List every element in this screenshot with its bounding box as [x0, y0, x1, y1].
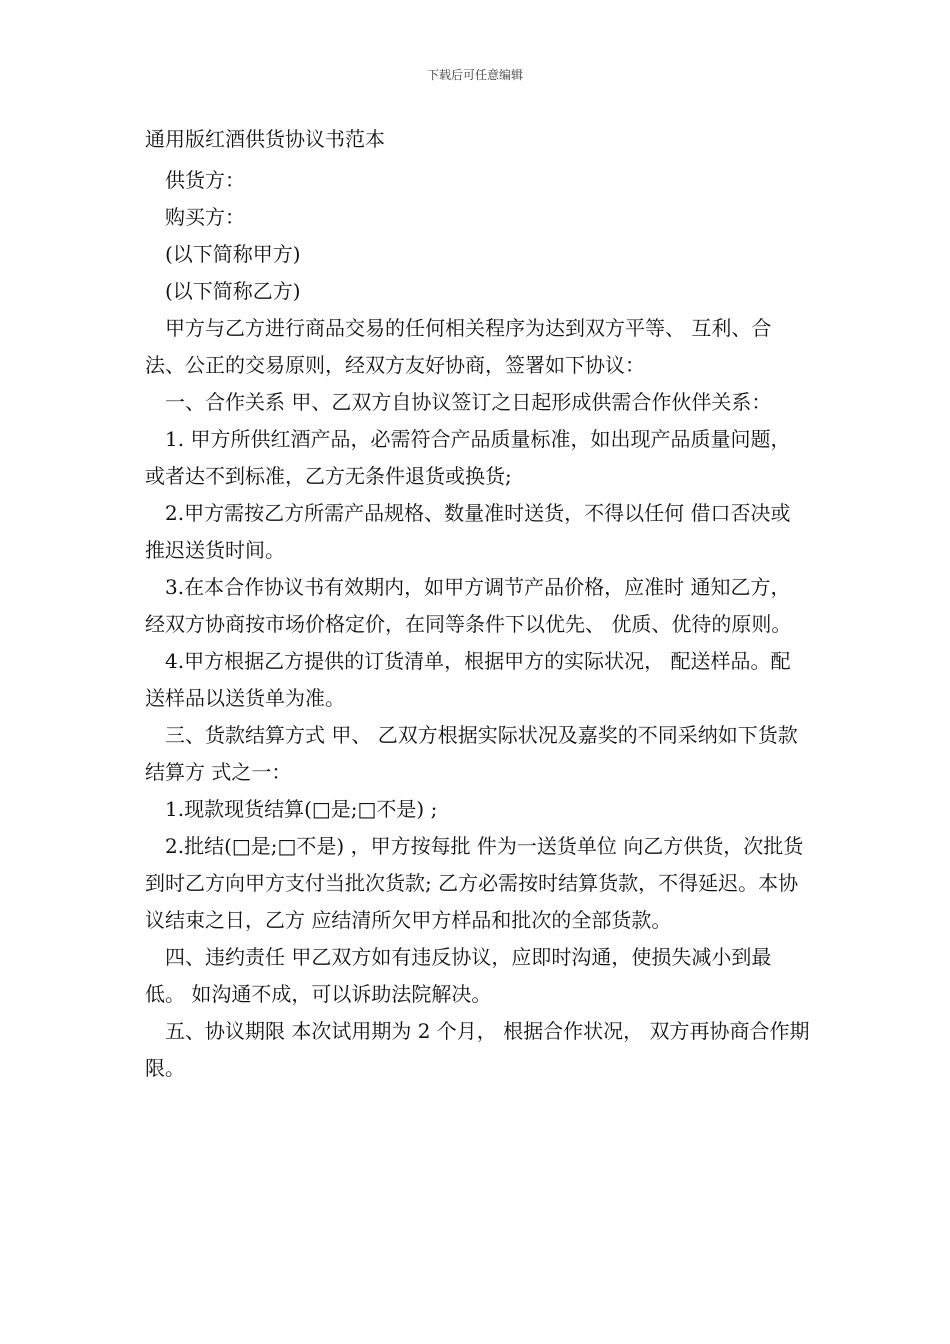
paragraph-supplier: 供货方： — [165, 168, 245, 192]
paragraph-party-a-note: (以下简称甲方) — [165, 242, 301, 266]
document-body — [145, 124, 810, 1087]
paragraph-buyer: 购买方： — [165, 205, 245, 229]
paragraph-clause-4: 4.甲方根据乙方提供的订货清单，根据甲方的实际状况， 配送样品。配送样品以送货单为准。 — [145, 649, 791, 710]
paragraph-section-1: 一、合作关系 甲、乙双方自协议签订之日起形成供需合作伙伴关系： — [165, 390, 772, 414]
paragraph-clause-2: 2.甲方需按乙方所需产品规格、数量准时送货，不得以任何 借口否决或推迟送货时间。 — [145, 501, 791, 562]
paragraph-payment-option-1: 1.现款现货结算(□是;□不是) ; — [165, 797, 438, 821]
paragraph-intro: 甲方与乙方进行商品交易的任何相关程序为达到双方平等、 互利、合法、公正的交易原则，经双方友好协商，签署如下协议： — [145, 316, 772, 377]
paragraph-section-3: 三、货款结算方式 甲、 乙双方根据实际状况及嘉奖的不同采纳如下货款结算方 式之一： — [145, 723, 798, 784]
paragraph-party-b-note: (以下简称乙方) — [165, 279, 301, 303]
paragraph-section-4: 四、违约责任 甲乙双方如有违反协议，应即时沟通，使损失减小到最低。 如沟通不成，可以诉助法院解决。 — [145, 945, 772, 1006]
document-title: 通用版红酒供货协议书范本 — [145, 127, 385, 151]
header-note: 下载后可任意编辑 — [426, 68, 523, 82]
paragraph-clause-3: 3.在本合作协议书有效期内，如甲方调节产品价格，应准时 通知乙方，经双方协商按市场价格定价，在同等条件下以优先、 优质、优待的原则。 — [145, 575, 792, 636]
paragraph-payment-option-2: 2.批结(□是;□不是) ，甲方按每批 件为一送货单位 向乙方供货，次批货到时乙方向甲方支付当批次货款; 乙方必需按时结算货款，不得延迟。本协议结束之日，乙方 应结清所欠甲方样品和批次的全部货款。 — [145, 834, 804, 932]
paragraph-section-5: 五、协议期限 本次试用期为 2 个月， 根据合作状况， 双方再协商合作期限。 — [145, 1019, 810, 1080]
paragraph-clause-1: 1. 甲方所供红酒产品，必需符合产品质量标准，如出现产品质量问题，或者达不到标准，乙方无条件退货或换货; — [145, 427, 791, 488]
